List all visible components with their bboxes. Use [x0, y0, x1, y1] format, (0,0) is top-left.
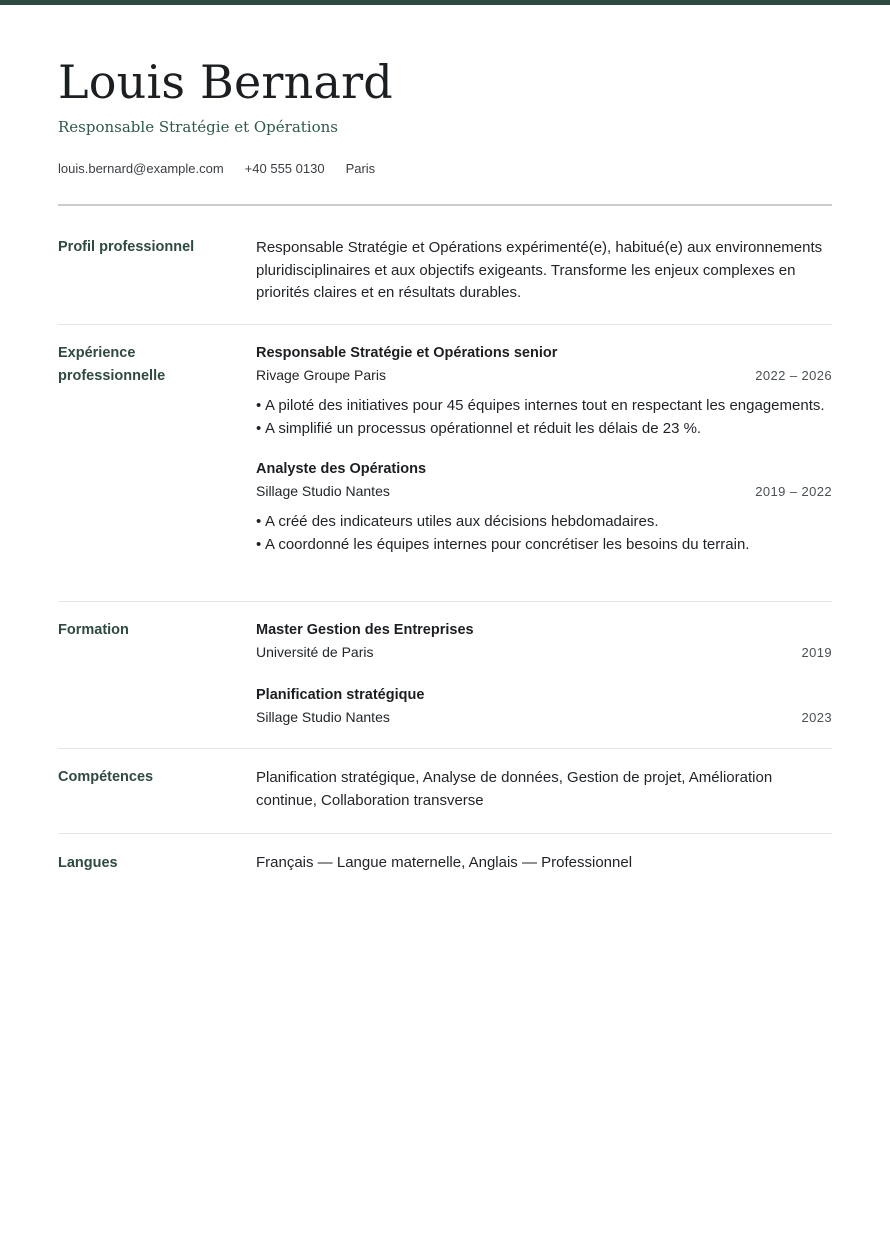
- experience-dates: 2022 – 2026: [755, 368, 832, 383]
- education-org-row: [256, 706, 832, 729]
- header-divider: [58, 204, 832, 206]
- experience-bullets: [256, 511, 832, 556]
- experience-list: [256, 342, 832, 556]
- experience-title: Responsable Stratégie et Opérations senior: [256, 345, 558, 361]
- education-list: [256, 619, 832, 729]
- experience-bullet: • A piloté des initiatives pour 45 équipes internes tout en respectant les engagements.: [256, 395, 832, 418]
- experience-bullet: • A simplifié un processus opérationnel et réduit les délais de 23 %.: [256, 418, 832, 441]
- top-accent-bar: [0, 0, 890, 5]
- experience-org-row: [256, 480, 832, 503]
- profile-text: Responsable Stratégie et Opérations expérimenté(e), habitué(e) aux environnements pluridisciplinaires et aux objectifs exigeants. Transforme les enjeux complexes en priorités claires et en résultats durables.: [256, 239, 823, 301]
- education-item: [256, 684, 832, 729]
- experience-org: Rivage Groupe Paris: [256, 367, 386, 383]
- education-title: Master Gestion des Entreprises: [256, 622, 474, 638]
- experience-dates: 2019 – 2022: [755, 484, 832, 499]
- contact-line: [58, 160, 396, 178]
- section-divider: [58, 324, 832, 325]
- experience-bullet: • A créé des indicateurs utiles aux décisions hebdomadaires.: [256, 511, 832, 534]
- experience-org: Sillage Studio Nantes: [256, 483, 390, 499]
- experience-title: Analyste des Opérations: [256, 461, 427, 477]
- section-label-skills: Compétences: [58, 769, 154, 785]
- experience-bullets: [256, 395, 832, 440]
- experience-item: [256, 458, 832, 556]
- education-org: Sillage Studio Nantes: [256, 709, 390, 725]
- education-title: Planification stratégique: [256, 687, 425, 703]
- candidate-name: Louis Bernard: [58, 55, 393, 109]
- experience-org-row: [256, 364, 832, 387]
- education-item: [256, 619, 832, 664]
- section-label-education: Formation: [58, 622, 129, 638]
- section-label-profile: Profil professionnel: [58, 239, 195, 255]
- section-label-languages: Langues: [58, 855, 118, 871]
- education-dates: 2023: [801, 710, 832, 725]
- contact-phone: +40 555 0130: [244, 161, 325, 176]
- skills-text: Planification stratégique, Analyse de données, Gestion de projet, Amélioration continue, Collaboration transverse: [256, 769, 773, 809]
- contact-email[interactable]: louis.bernard@example.com: [58, 161, 224, 176]
- section-label-experience: Expérience professionnelle: [58, 345, 166, 384]
- languages-text: Français — Langue maternelle, Anglais — Professionnel: [256, 854, 633, 871]
- section-divider: [58, 748, 832, 749]
- candidate-role: Responsable Stratégie et Opérations: [58, 118, 338, 136]
- experience-bullet: • A coordonné les équipes internes pour concrétiser les besoins du terrain.: [256, 534, 832, 557]
- education-org-row: [256, 641, 832, 664]
- experience-item: [256, 342, 832, 440]
- education-dates: 2019: [801, 645, 832, 660]
- section-divider: [58, 601, 832, 602]
- section-divider: [58, 833, 832, 834]
- contact-city: Paris: [345, 161, 376, 176]
- education-org: Université de Paris: [256, 644, 374, 660]
